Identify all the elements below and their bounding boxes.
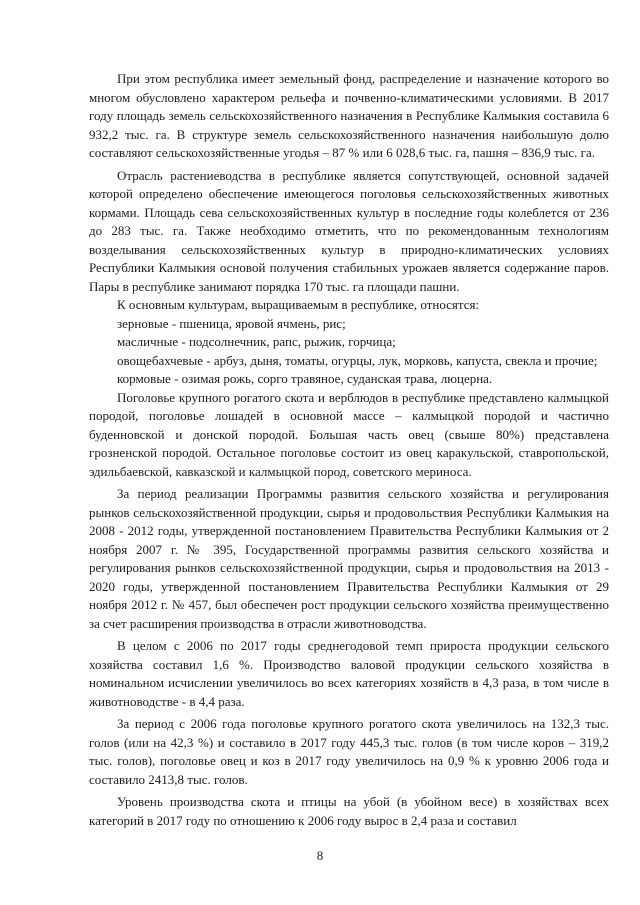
paragraph-land-fund: При этом республика имеет земельный фонд, распределение и назначение которого во многом обусловлено характером рельефа и почвенно-климатическими условиями. В 2017 году площадь земель сельскохозяйственного назначения в Республике Калмыкия составила 6 932,2 тыс. га. В структуре земель сельскохозяйственного назначения наибольшую долю составляют сельскохозяйственные угодья – 87 % или 6 028,6 тыс. га, пашня – 836,9 тыс. га. [89, 71, 609, 160]
paragraph-growth-rate: В целом с 2006 по 2017 годы среднегодовой темп прироста продукции сельского хозяйства составил 1,6 %. Производство валовой продукции сельского хозяйства в номинальном исчислении увеличилось во всех категориях хозяйств в 4,3 раза, в том числе в животноводстве - в 4,4 раза. [89, 638, 609, 709]
paragraph-program-implementation: За период реализации Программы развития сельского хозяйства и регулирования рынков сельскохозяйственной продукции, сырья и продовольствия Республики Калмыкия на 2008 - 2012 годы, утвержденной постановлением Правительства Республики Калмыкия от 2 ноября 2007 г. № 395, Государственной программы развития сельского хозяйства и регулирования рынков сельскохозяйственной продукции, сырья и продовольствия на 2013 - 2020 годы, утвержденной постановлением Правительства Республики Калмыкия от 29 ноября 2012 г. № 457, был обеспечен рост продукции сельского хозяйства преимущественно за счет расширения производства в отрасли животноводства. [89, 486, 609, 631]
paragraph-main-crops-intro: К основным культурам, выращиваемым в республике, относятся: [117, 297, 480, 312]
list-item-vegetables: овощебахчевые - арбуз, дыня, томаты, огурцы, лук, морковь, капуста, свекла и прочие; [117, 352, 598, 368]
paragraph-livestock-breeds: Поголовье крупного рогатого скота и верблюдов в республике представлено калмыцкой породой, поголовье лошадей в основной массе – калмыцкой породой и частично буденновской и донской породой. Большая часть овец (свыше 80%) представлена грозненской породой. Остальное поголовье состоит из овец каракульской, ставропольской, эдильбаевской, кавказской и калмыцкой пород, советского мериноса. [89, 389, 609, 479]
page-number: 8 [316, 848, 324, 863]
list-item-oilseeds: масличные - подсолнечник, рапс, рыжик, горчица; [117, 334, 396, 349]
list-item-grains: зерновые - пшеница, яровой ячмень, рис; [117, 315, 346, 331]
body-text [89, 70, 609, 830]
list-item-fodder: кормовые - озимая рожь, сорго травяное, суданская трава, люцерна. [117, 371, 493, 386]
paragraph-cattle-population: За период с 2006 года поголовье крупного рогатого скота увеличилось на 132,3 тыс. голов (или на 42,3 %) и составило в 2017 году 445,3 тыс. голов (в том числе коров – 319,2 тыс. голов), поголовье овец и коз в 2017 году увеличилось на 0,9 % к уровню 2006 года и составило 2413,8 тыс. голов. [89, 716, 609, 787]
paragraph-slaughter-production: Уровень производства скота и птицы на убой (в убойном весе) в хозяйствах всех категорий в 2017 году по отношению к 2006 году вырос в 2,4 раза и составил [89, 794, 609, 828]
paragraph-crop-production: Отрасль растениеводства в республике является сопутствующей, основной задачей которой определено обеспечение имеющегося поголовья сельскохозяйственных животных кормами. Площадь сева сельскохозяйственных культур в последние годы колеблется от 236 до 283 тыс. га. Также необходимо отметить, что по рекомендованным технологиям возделывания сельскохозяйственных культур в природно-климатических условиях Республики Калмыкия основой получения стабильных урожаев является содержание паров. Пары в республике занимают порядка 170 тыс. га площади пашни. [89, 167, 609, 294]
